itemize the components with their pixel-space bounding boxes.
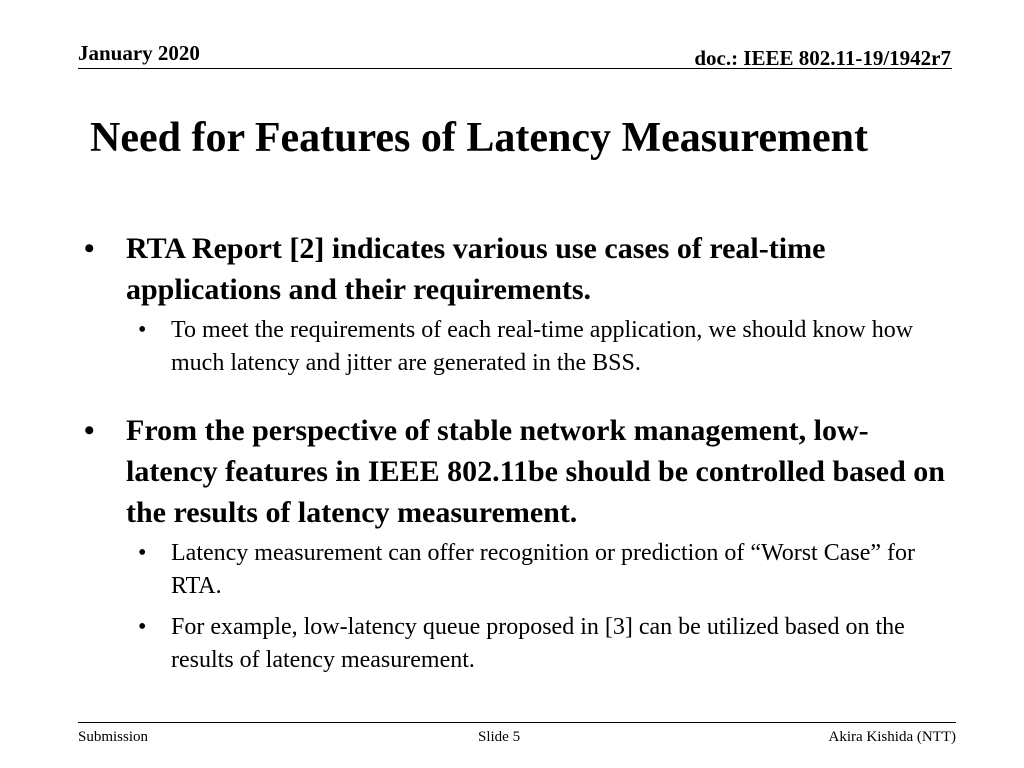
sub-bullet-text: To meet the requirements of each real-time application, we should know how much latency and jitter are generated in the BSS.	[171, 317, 914, 376]
sub-bullet-item	[84, 537, 954, 603]
header-document-id: doc.: IEEE 802.11-19/1942r7	[694, 46, 951, 70]
slide-body	[84, 228, 954, 677]
bullet-item	[84, 228, 954, 310]
sub-bullet-icon: •	[138, 317, 147, 343]
slide-title: Need for Features of Latency Measurement	[90, 115, 868, 161]
footer-author: Akira Kishida (NTT)	[828, 729, 956, 745]
footer-submission: Submission	[78, 729, 149, 745]
header-date: January 2020	[78, 41, 200, 65]
bullet-text: RTA Report [2] indicates various use cases of real-time applications and their requirements.	[126, 232, 826, 306]
sub-bullet-text: For example, low-latency queue proposed in [3] can be utilized based on the results of latency measurement.	[171, 614, 905, 673]
sub-bullet-icon: •	[138, 614, 147, 640]
sub-bullet-item	[84, 611, 954, 677]
footer-slide-number: Slide 5	[478, 729, 521, 745]
sub-bullet-text: Latency measurement can offer recognition or prediction of “Worst Case” for RTA.	[171, 540, 915, 599]
bullet-icon: •	[84, 232, 95, 265]
bullet-text: From the perspective of stable network management, low-latency features in IEEE 802.11be should be controlled based on the results of latency measurement.	[126, 414, 945, 529]
footer-divider	[78, 722, 956, 723]
bullet-icon: •	[84, 414, 95, 447]
sub-bullet-item	[84, 314, 954, 380]
header-divider	[78, 68, 952, 69]
bullet-item	[84, 410, 954, 533]
sub-bullet-icon: •	[138, 540, 147, 566]
